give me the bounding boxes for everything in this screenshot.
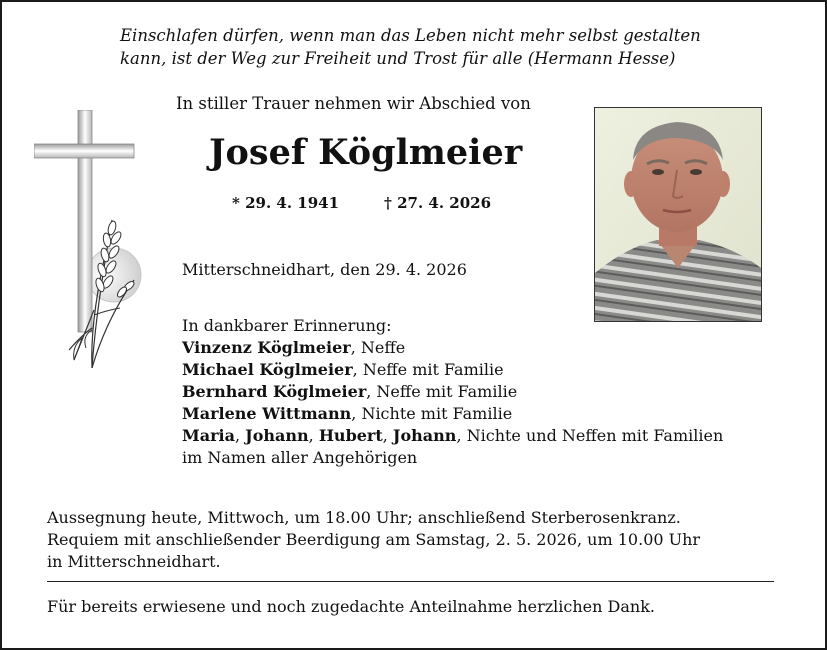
mourner-row: [182, 359, 723, 381]
name-separator: ,: [382, 426, 393, 445]
quote-line-2: kann, ist der Weg zur Freiheit und Trost für alle (Hermann Hesse): [120, 49, 676, 68]
intro-text: In stiller Trauer nehmen wir Abschied von: [176, 94, 531, 113]
mourner-name: Marlene Wittmann: [182, 404, 352, 423]
mourner-name: Michael Köglmeier: [182, 360, 353, 379]
service-line-1: Aussegnung heute, Mittwoch, um 18.00 Uhr; anschließend Sterberosenkranz.: [47, 508, 681, 527]
hesse-quote: [120, 24, 780, 70]
mourner-relation: , Nichte und Neffen mit Familien: [456, 426, 724, 445]
mourner-relation: , Neffe mit Familie: [366, 382, 518, 401]
mourner-relation: , Nichte mit Familie: [351, 404, 513, 423]
death-date: † 27. 4. 2026: [384, 194, 492, 212]
birth-date: * 29. 4. 1941: [232, 194, 340, 212]
mourner-relation: , Neffe mit Familie: [352, 360, 504, 379]
mourner-row: [182, 403, 723, 425]
cross-with-wheat-graphic: [34, 110, 144, 370]
quote-line-1: Einschlafen dürfen, wenn man das Leben nicht mehr selbst gestalten: [120, 26, 701, 45]
portrait-photo: [594, 107, 762, 322]
place-and-date: Mitterschneidhart, den 29. 4. 2026: [182, 260, 467, 279]
name-separator: ,: [308, 426, 319, 445]
mourner-name: Vinzenz Köglmeier: [182, 338, 351, 357]
service-line-2: Requiem mit anschließender Beerdigung am Samstag, 2. 5. 2026, um 10.00 Uhr: [47, 530, 701, 549]
mourners-heading: In dankbarer Erinnerung:: [182, 316, 392, 335]
mourner-row-group: [182, 425, 723, 447]
service-info: [47, 507, 700, 573]
mourner-name: Bernhard Köglmeier: [182, 382, 367, 401]
mourner-row: [182, 381, 723, 403]
deceased-name: Josef Köglmeier: [209, 132, 523, 173]
cross-with-wheat-icon: [34, 110, 144, 370]
mourner-relation: , Neffe: [350, 338, 406, 357]
divider-line: [47, 581, 774, 582]
service-line-3: in Mitterschneidhart.: [47, 552, 221, 571]
thanks-text: Für bereits erwiesene und noch zugedachte Anteilnahme herzlichen Dank.: [47, 597, 655, 616]
portrait-photo-image: [595, 108, 761, 321]
mourners-closing: im Namen aller Angehörigen: [182, 448, 418, 467]
mourner-name: Hubert: [318, 426, 383, 445]
mourner-row: [182, 337, 723, 359]
mourners-block: [182, 315, 723, 469]
mourner-name: Johann: [392, 426, 457, 445]
name-separator: ,: [234, 426, 246, 445]
mourner-name: Johann: [245, 426, 309, 445]
mourner-name: Maria: [182, 426, 235, 445]
